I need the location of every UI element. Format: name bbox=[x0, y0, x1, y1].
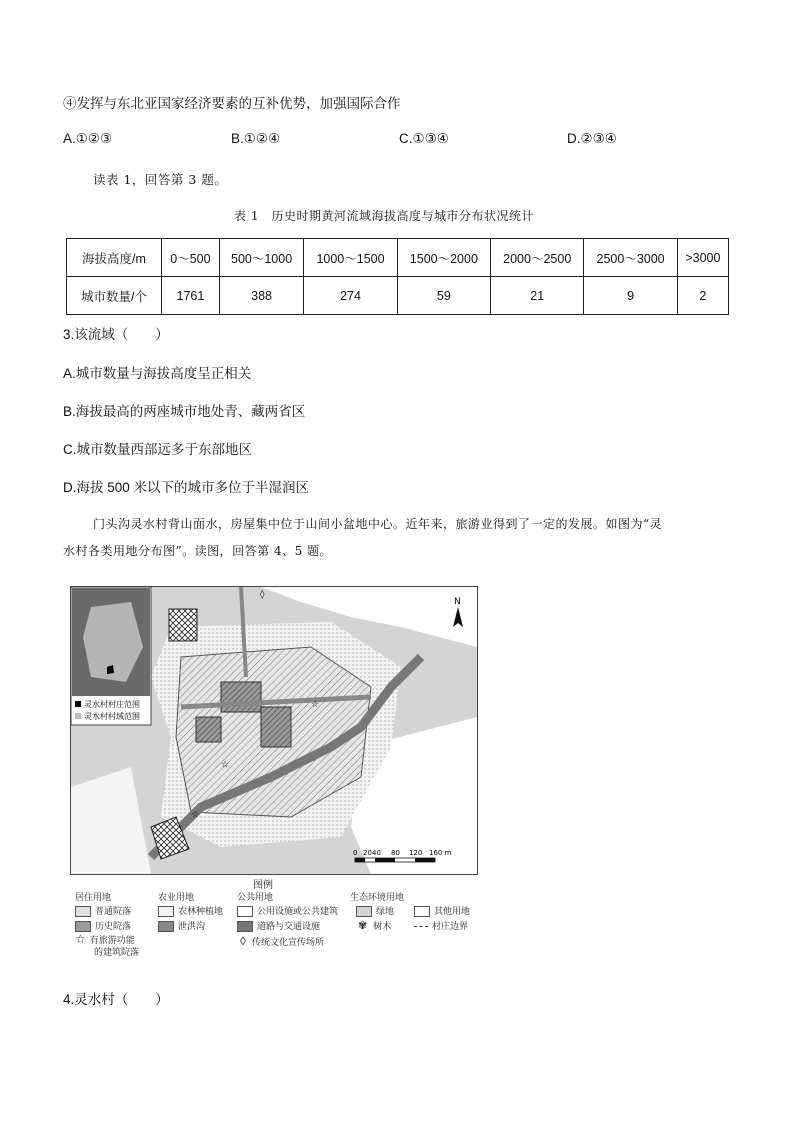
q3-option-b: B.海拔最高的两座城市地处青、藏两省区 bbox=[63, 404, 306, 419]
q3-option-a: A.城市数量与海拔高度呈正相关 bbox=[63, 366, 252, 381]
table-cell: >3000 bbox=[677, 239, 728, 277]
table-row bbox=[67, 277, 729, 315]
q2-choice-d: D.②③④ bbox=[567, 131, 617, 146]
legend-tourism-line2: 的建筑院落 bbox=[94, 947, 140, 957]
table-cell: 274 bbox=[304, 277, 397, 315]
legend-farm: 农林种植地 bbox=[158, 904, 223, 917]
inset-legend-swatch-grey bbox=[75, 713, 81, 719]
road-swatch bbox=[237, 921, 253, 932]
other-swatch bbox=[414, 906, 430, 917]
scale-bar-segment bbox=[415, 858, 435, 862]
legend-other: 其他用地 bbox=[414, 904, 470, 917]
table-cell: 59 bbox=[397, 277, 490, 315]
table-cell: 2 bbox=[677, 277, 728, 315]
diamond-icon: ◊ bbox=[240, 934, 246, 948]
tourism-star-icon: ☆ bbox=[311, 700, 320, 710]
legend-group-eco: 生态环境用地 bbox=[350, 892, 405, 902]
north-label: N bbox=[454, 597, 461, 607]
inset-legend-swatch-black bbox=[75, 701, 81, 707]
farm-swatch bbox=[158, 906, 174, 917]
table-cell: 1761 bbox=[162, 277, 220, 315]
table-cell: 9 bbox=[584, 277, 677, 315]
scale-label: 40 bbox=[372, 849, 381, 857]
table-cell: 2500～3000 bbox=[584, 239, 677, 277]
scale-label: 20 bbox=[363, 849, 372, 857]
intro-q3: 读表 1，回答第 3 题。 bbox=[93, 172, 228, 187]
scale-label: 120 bbox=[409, 849, 423, 857]
inset-legend-label-1: 灵水村村庄范围 bbox=[84, 700, 140, 709]
q3-option-d: D.海拔 500 米以下的城市多位于半湿润区 bbox=[63, 480, 310, 495]
legend-tourism: ☆ 有旅游功能 bbox=[75, 932, 135, 946]
table-header-altitude: 海拔高度/m bbox=[67, 239, 162, 277]
historic-courtyard bbox=[196, 717, 221, 742]
historic-courtyard bbox=[221, 682, 261, 712]
map-graphic bbox=[71, 587, 477, 874]
legend-road: 道路与交通设施 bbox=[237, 919, 320, 932]
tree-icon: ✾ bbox=[358, 920, 368, 932]
passage-line-2: 水村各类用地分布图”。读图，回答第 4、5 题。 bbox=[63, 544, 333, 558]
q2-choice-a: A.①②③ bbox=[63, 131, 113, 146]
table-cell: 0～500 bbox=[162, 239, 220, 277]
scale-label: 0 bbox=[353, 849, 358, 857]
public-swatch bbox=[237, 906, 253, 917]
altitude-city-table bbox=[66, 238, 729, 315]
scale-bar-segment bbox=[375, 858, 395, 862]
green-swatch bbox=[356, 906, 372, 917]
inset-legend-label-2: 灵水村村域范围 bbox=[84, 712, 140, 721]
q2-choice-b: B.①②④ bbox=[231, 131, 281, 146]
village-land-use-map bbox=[70, 586, 478, 875]
table-header-count: 城市数量/个 bbox=[67, 277, 162, 315]
table-cell: 1000～1500 bbox=[304, 239, 397, 277]
scale-bar-segment bbox=[355, 858, 365, 862]
legend-historic: 历史院落 bbox=[75, 919, 131, 932]
q2-option-4: ④发挥与东北亚国家经济要素的互补优势，加强国际合作 bbox=[63, 96, 401, 112]
boundary-line-icon bbox=[414, 926, 428, 927]
table-cell: 388 bbox=[219, 277, 303, 315]
legend-title: 图例 bbox=[253, 880, 273, 891]
scale-label: 80 bbox=[391, 849, 400, 857]
legend-ditch: 泄洪沟 bbox=[158, 919, 205, 932]
table-cell: 500～1000 bbox=[219, 239, 303, 277]
legend-green: 绿地 bbox=[356, 904, 394, 917]
legend-culture: ◊ 传统文化宣传场所 bbox=[240, 934, 324, 948]
table-cell: 1500～2000 bbox=[397, 239, 490, 277]
culture-diamond-icon: ◊ bbox=[260, 590, 265, 600]
ditch-swatch bbox=[158, 921, 174, 932]
legend-group-residential: 居住用地 bbox=[75, 892, 112, 902]
table-cell: 21 bbox=[491, 277, 584, 315]
scale-label: 160 m bbox=[429, 849, 452, 857]
legend-public-fac: 公用设施或公共建筑 bbox=[237, 904, 338, 917]
legend-group-public: 公共用地 bbox=[237, 892, 274, 902]
q3-stem: 3.该流域（ ） bbox=[63, 327, 169, 342]
q2-choice-c: C.①③④ bbox=[399, 131, 449, 146]
tourism-star-icon: ☆ bbox=[191, 810, 200, 820]
table-cell: 2000～2500 bbox=[491, 239, 584, 277]
historic-courtyard bbox=[261, 707, 291, 747]
passage-line-1: 门头沟灵水村背山面水，房屋集中位于山间小盆地中心。近年来，旅游业得到了一定的发展。如图为“灵 bbox=[93, 517, 663, 531]
legend-boundary: 村庄边界 bbox=[414, 919, 468, 932]
historic-swatch bbox=[75, 921, 91, 932]
legend-group-agri: 农业用地 bbox=[158, 892, 195, 902]
q3-option-c: C.城市数量西部远多于东部地区 bbox=[63, 442, 252, 457]
star-icon: ☆ bbox=[75, 932, 86, 946]
ordinary-swatch bbox=[75, 906, 91, 917]
public-building bbox=[169, 609, 197, 641]
table-caption: 表 1 历史时期黄河流域海拔高度与城市分布状况统计 bbox=[234, 209, 534, 223]
legend-ordinary: 普通院落 bbox=[75, 904, 131, 917]
q4-stem: 4.灵水村（ ） bbox=[63, 992, 169, 1007]
tourism-star-icon: ☆ bbox=[221, 760, 230, 770]
table-row bbox=[67, 239, 729, 277]
legend-tree: ✾ 树木 bbox=[358, 920, 392, 932]
